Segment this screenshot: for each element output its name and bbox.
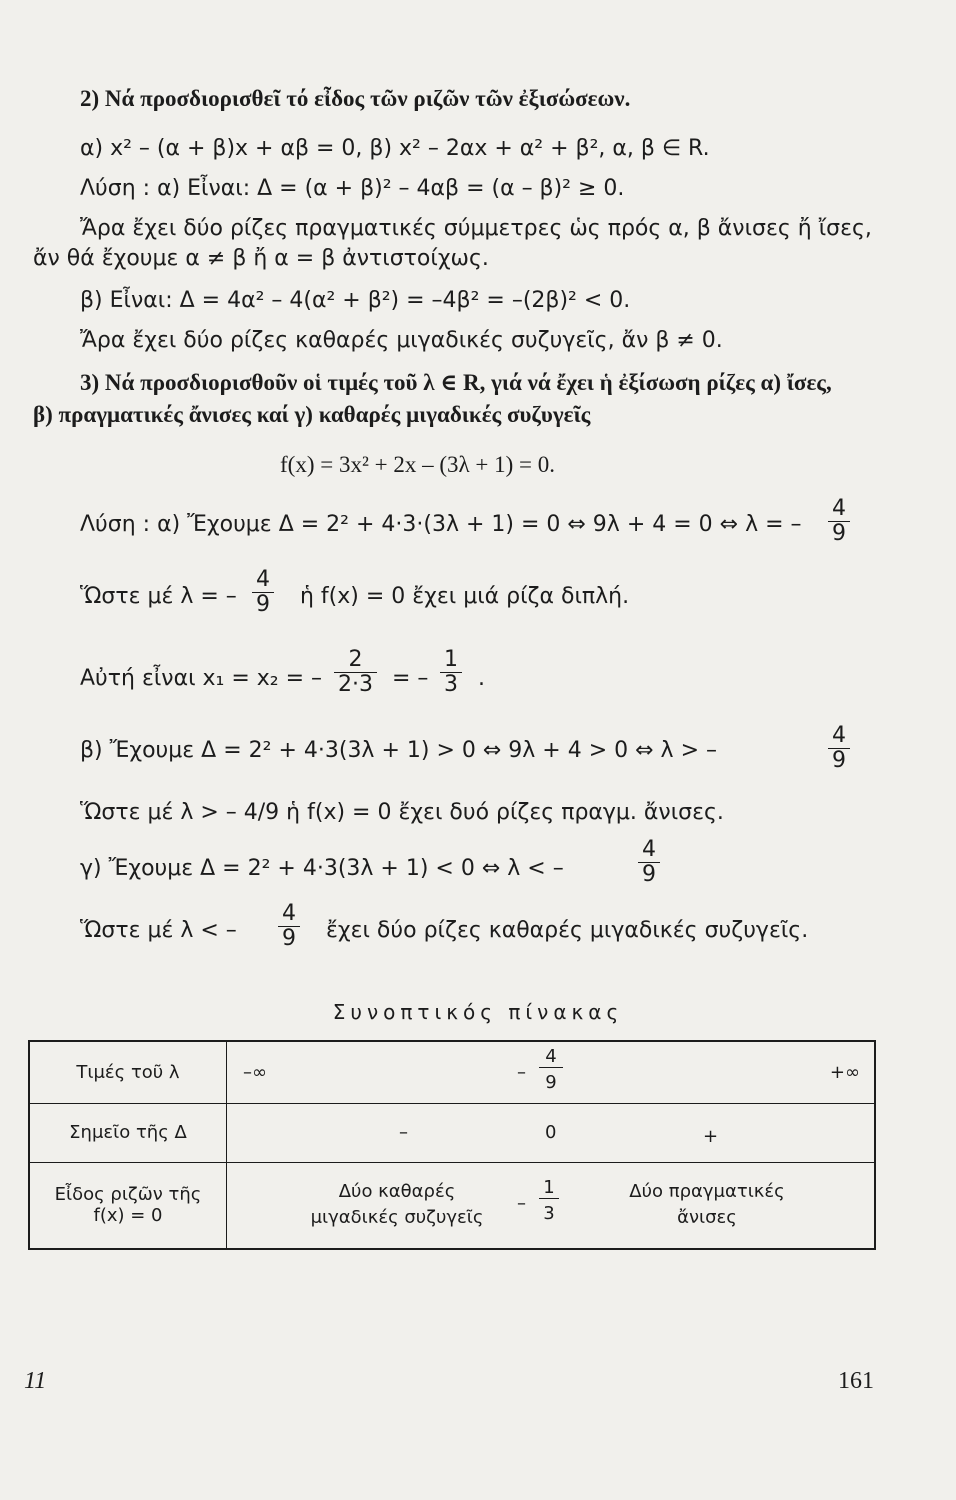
row-label-root-type-line2: f(x) = 0	[93, 1205, 163, 1227]
fraction-denominator: 2·3	[334, 672, 377, 697]
root-type-complex-line1: Δύο καθαρές	[338, 1180, 456, 1202]
plus-infinity: +∞	[829, 1062, 860, 1083]
problem-3-solution-a: Λύση : α) Ἔχουμε Δ = 2² + 4·3·(3λ + 1) = 0 ⇔ 9λ + 4 = 0 ⇔ λ = –	[80, 512, 802, 537]
fraction-numerator: 1	[444, 647, 458, 672]
fraction-denominator: 9	[638, 862, 660, 887]
delta-negative-sign: –	[399, 1122, 408, 1144]
root-type-complex-line2: μιγαδικές συζυγεῖς	[310, 1206, 484, 1228]
problem-3-so-b: Ὥστε μέ λ > – 4/9 ἡ f(x) = 0 ἔχει δυό ρίζες πραγμ. ἄνισες.	[80, 800, 724, 825]
fraction-numerator: 4	[832, 723, 846, 748]
fraction-denominator: 3	[440, 672, 462, 697]
problem-3-root-prefix: Αὐτή εἶναι x₁ = x₂ = –	[80, 666, 323, 691]
fraction-numerator: 4	[642, 837, 656, 862]
fraction-1-3	[440, 648, 462, 697]
row-label-delta: Σημεῖο τῆς Δ	[29, 1104, 227, 1163]
fraction-numerator: 4	[256, 567, 270, 592]
table-row	[29, 1041, 875, 1104]
fraction-4-9-so-c	[278, 902, 300, 951]
row-label-lambda: Τιμές τοῦ λ	[29, 1041, 227, 1104]
fraction-4-9-b	[828, 724, 850, 773]
fraction-numerator: 4	[282, 901, 296, 926]
summary-table	[28, 1040, 876, 1250]
problem-2-conclusion-a-line1: Ἄρα ἔχει δύο ρίζες πραγματικές σύμμετρες ὡς πρός α, β ἄνισες ἤ ἴσες,	[80, 216, 872, 241]
problem-3-so-c-prefix: Ὥστε μέ λ < –	[80, 918, 237, 943]
critical-value-numerator: 4	[539, 1046, 563, 1068]
signature-mark: 11	[24, 1368, 47, 1394]
problem-3-root-end: .	[478, 666, 485, 691]
problem-3-heading-line1: 3) Νά προσδιορισθοῦν οἱ τιμές τοῦ λ ∈ R, γιά νά ἔχει ἡ ἐξίσωση ρίζες α) ἴσες,	[80, 370, 832, 395]
page-number: 161	[838, 1368, 874, 1394]
row-label-root-type	[29, 1162, 227, 1249]
root-type-real	[617, 1179, 797, 1231]
problem-3-so-a-prefix: Ὥστε μέ λ = –	[80, 584, 237, 609]
root-type-complex	[307, 1179, 487, 1231]
row-root-types	[227, 1162, 876, 1249]
fraction-numerator: 4	[832, 496, 846, 521]
delta-positive-sign: +	[703, 1126, 719, 1148]
problem-2-equations: α) x² – (α + β)x + αβ = 0, β) x² – 2αx + α² + β², α, β ∈ R.	[80, 136, 710, 161]
problem-2-solution-a: Λύση : α) Εἶναι: Δ = (α + β)² – 4αβ = (α – β)² ≥ 0.	[80, 176, 625, 201]
delta-zero: 0	[545, 1122, 557, 1144]
fraction-4-9-so-a	[252, 568, 274, 617]
fraction-4-9-a	[828, 497, 850, 546]
row-delta-signs	[227, 1104, 876, 1163]
critical-root-denominator: 3	[543, 1202, 555, 1224]
fraction-numerator: 2	[348, 647, 363, 672]
root-type-real-line2: ἄνισες	[677, 1206, 737, 1228]
problem-2-conclusion-a-line2: ἄν θά ἔχουμε α ≠ β ἤ α = β ἀντιστοίχως.	[33, 246, 489, 271]
problem-2-heading: 2) Νά προσδιορισθεῖ τό εἶδος τῶν ριζῶν τῶν ἐξισώσεων.	[80, 86, 631, 111]
fraction-denominator: 9	[278, 926, 300, 951]
problem-3-so-c-suffix: ἔχει δύο ρίζες καθαρές μιγαδικές συζυγεῖς.	[326, 918, 809, 943]
row-lambda-values	[227, 1041, 876, 1104]
problem-2-solution-b: β) Εἶναι: Δ = 4α² – 4(α² + β²) = –4β² = –(2β)² < 0.	[80, 288, 631, 313]
fraction-denominator: 9	[828, 748, 850, 773]
critical-value-denominator: 9	[545, 1072, 557, 1093]
row-label-root-type-line1: Εἶδος ριζῶν τῆς	[54, 1184, 202, 1206]
minus-infinity: –∞	[243, 1062, 267, 1083]
critical-root-numerator: 1	[539, 1177, 559, 1199]
fraction-denominator: 9	[252, 592, 274, 617]
minus-sign: –	[517, 1192, 526, 1214]
problem-3-equation: f(x) = 3x² + 2x – (3λ + 1) = 0.	[280, 452, 555, 477]
problem-3-heading-line2: β) πραγματικές ἄνισες καί γ) καθαρές μιγαδικές συζυγεῖς	[33, 402, 591, 427]
minus-sign: –	[517, 1062, 526, 1083]
root-type-real-line1: Δύο πραγματικές	[629, 1180, 785, 1202]
problem-3-solution-b: β) Ἔχουμε Δ = 2² + 4·3(3λ + 1) > 0 ⇔ 9λ + 4 > 0 ⇔ λ > –	[80, 738, 718, 763]
summary-table-title: Συνοπτικός πίνακας	[332, 1000, 624, 1024]
problem-3-so-a-suffix: ἡ f(x) = 0 ἔχει μιά ρίζα διπλή.	[300, 584, 630, 609]
fraction-2-over-2x3	[334, 648, 377, 697]
fraction-4-9-c	[638, 838, 660, 887]
problem-2-conclusion-b: Ἄρα ἔχει δύο ρίζες καθαρές μιγαδικές συζυγεῖς, ἄν β ≠ 0.	[80, 328, 723, 353]
problem-3-root-mid: = –	[392, 666, 429, 691]
table-row	[29, 1162, 875, 1249]
problem-3-solution-c: γ) Ἔχουμε Δ = 2² + 4·3(3λ + 1) < 0 ⇔ λ < –	[80, 856, 564, 881]
table-row	[29, 1104, 875, 1163]
fraction-denominator: 9	[828, 521, 850, 546]
